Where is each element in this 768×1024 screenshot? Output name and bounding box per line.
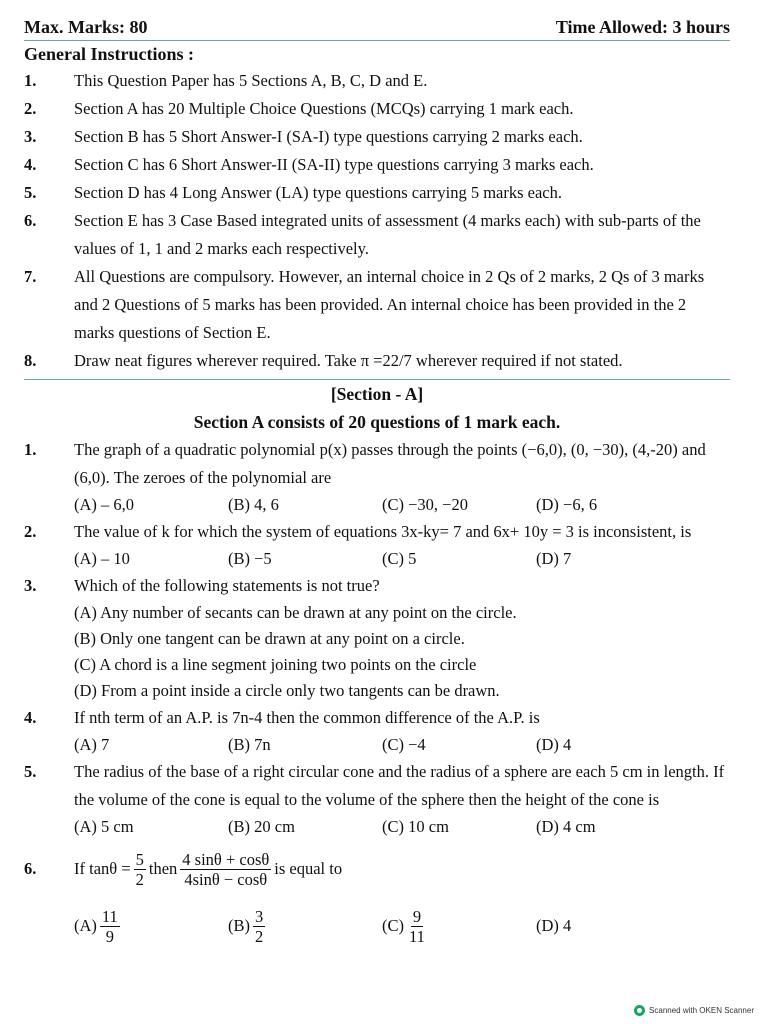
fraction: $\frac{11}{9}$ <box>101 906 118 946</box>
max-marks: Max. Marks: 80 <box>24 17 148 37</box>
instruction-item: 6. Section E has 3 Case Based integrated units of assessment (4 marks each) with sub-parts of the values of 1, 1 and 2 marks each respectively. <box>24 211 701 258</box>
option: (A) 7 <box>74 735 110 754</box>
instruction-item: 5. Section D has 4 Long Answer (LA) type questions carrying 5 marks each. <box>24 183 563 202</box>
fraction: $\frac{4 \sin\theta + \cos\theta}{4\sin\theta - \cos\theta}$ <box>182 849 270 889</box>
option: (A) $\frac{11}{9}$ <box>74 906 118 946</box>
option: (C) 10 cm <box>382 817 449 836</box>
section-subtitle: Section A consists of 20 questions of 1 mark each. <box>193 412 561 432</box>
scanner-logo-icon <box>634 1005 645 1016</box>
q6-mid: then <box>148 859 178 878</box>
option: (D) 7 <box>536 549 572 568</box>
question-2: 2. The value of k for which the system of equations 3x-ky= 7 and 6x+ 10y = 3 is inconsistent, is <box>24 522 692 541</box>
options <box>74 898 730 954</box>
fraction: $\frac{3}{2}$ <box>255 906 264 946</box>
option: (D) −6, 6 <box>536 495 598 514</box>
instruction-item: 7. All Questions are compulsory. However, an internal choice in 2 Qs of 2 marks, 2 Qs of 3 marks and 2 Questions of 5 marks has been provided. An internal choice has been provided in the 2 marks questions of Section E. <box>24 267 705 342</box>
option: (C) $\frac{9}{11}$ <box>382 906 425 946</box>
question-paper <box>24 14 730 954</box>
question-4: 4. If nth term of an A.P. is 7n-4 then the common difference of the A.P. is <box>24 708 540 727</box>
option: (B) 20 cm <box>228 817 295 836</box>
question-1: 1. The graph of a quadratic polynomial p(x) passes through the points (−6,0), (0, −30), (4,-20) and (6,0). The zeroes of the polynomial are <box>24 440 706 487</box>
paper-header <box>24 14 730 40</box>
option: (C) 5 <box>382 549 417 568</box>
option: (A) – 10 <box>74 549 130 568</box>
question-3: 3. Which of the following statements is not true? <box>24 576 380 595</box>
q6-prefix: If tanθ = <box>74 859 131 878</box>
question-5: 5. The radius of the base of a right circular cone and the radius of a sphere are each 5 cm in length. If the volume of the cone is equal to the volume of the sphere then the height of the cone is <box>24 762 725 809</box>
option: (C) −4 <box>382 735 426 754</box>
option: (D) 4 <box>536 735 572 754</box>
option: (C) −30, −20 <box>382 495 468 514</box>
section-title: [Section - A] <box>330 384 424 404</box>
scanner-watermark <box>634 1005 754 1016</box>
option: (A) – 6,0 <box>74 495 135 514</box>
instruction-item: 1. This Question Paper has 5 Sections A, B, C, D and E. <box>24 71 428 90</box>
option: (D) 4 <box>536 916 572 935</box>
instructions-title: General Instructions : <box>24 44 194 64</box>
question-6: 6. If tanθ = $\frac{5}{2}$ then $\frac{4 \sin\theta + \cos\theta}{4\sin\theta - \cos\theta}$ is equal to <box>24 849 343 889</box>
options <box>74 492 730 518</box>
options <box>74 732 730 758</box>
options <box>74 814 730 840</box>
q6-suffix: is equal to <box>274 859 343 878</box>
option: (A) 5 cm <box>74 817 134 836</box>
option: (B) $\frac{3}{2}$ <box>228 906 264 946</box>
option: (B) 4, 6 <box>228 495 279 514</box>
statement: (A) Any number of secants can be drawn at any point on the circle. <box>74 603 517 622</box>
statement: (D) From a point inside a circle only two tangents can be drawn. <box>74 681 500 700</box>
fraction: $\frac{9}{11}$ <box>409 906 425 946</box>
instruction-item: 2. Section A has 20 Multiple Choice Questions (MCQs) carrying 1 mark each. <box>24 99 574 118</box>
statement: (B) Only one tangent can be drawn at any point on a circle. <box>74 629 465 648</box>
option: (B) 7n <box>228 735 271 754</box>
scanner-text: Scanned with OKEN Scanner <box>649 1006 754 1015</box>
instruction-item: 3. Section B has 5 Short Answer-I (SA-I) type questions carrying 2 marks each. <box>24 127 583 146</box>
statement: (C) A chord is a line segment joining two points on the circle <box>74 655 477 674</box>
fraction: $\frac{5}{2}$ <box>135 849 144 889</box>
instructions-list <box>24 67 730 375</box>
options <box>74 546 730 572</box>
option: (D) 4 cm <box>536 817 596 836</box>
time-allowed: Time Allowed: 3 hours <box>555 17 730 37</box>
instruction-item: 8. Draw neat figures wherever required. Take π =22/7 wherever required if not stated. <box>24 351 623 370</box>
option: (B) −5 <box>228 549 272 568</box>
instruction-item: 4. Section C has 6 Short Answer-II (SA-II) type questions carrying 3 marks each. <box>24 155 594 174</box>
